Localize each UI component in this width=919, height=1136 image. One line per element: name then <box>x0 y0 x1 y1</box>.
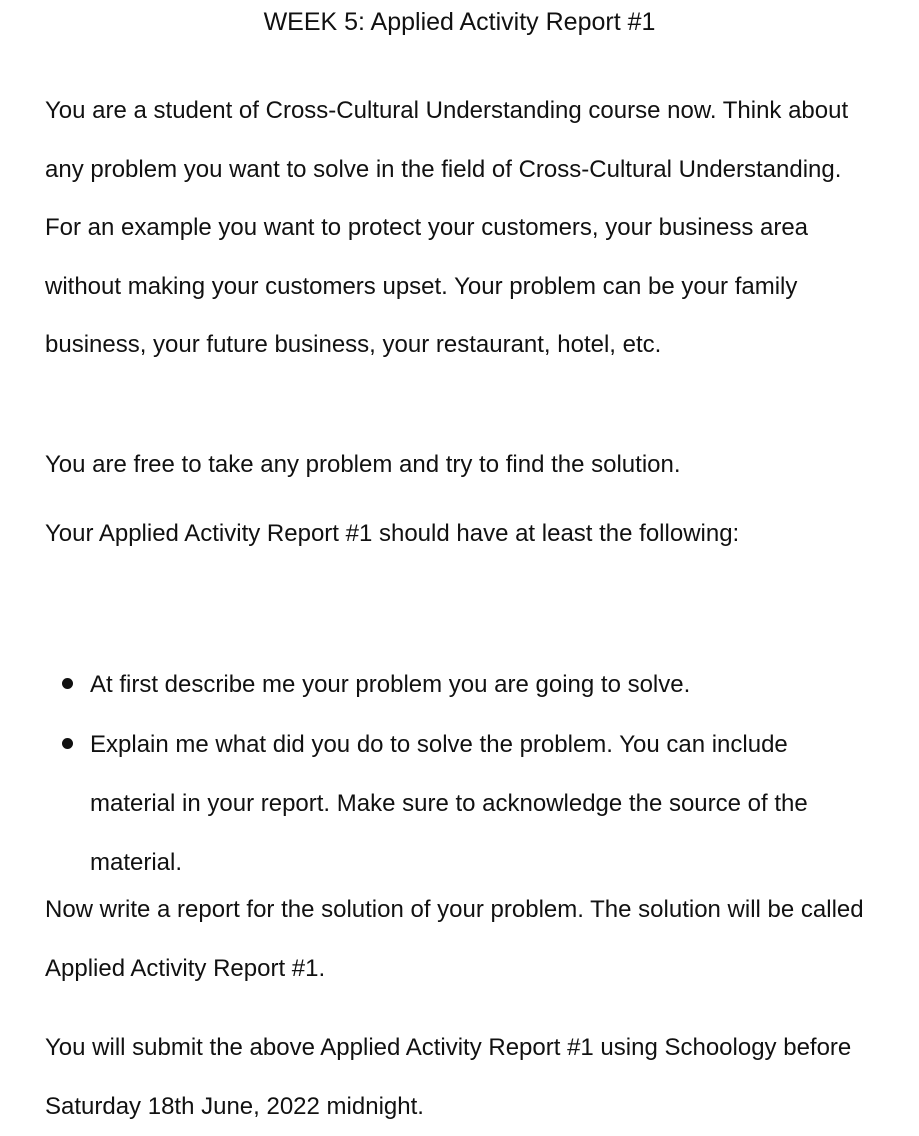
bullet-icon <box>62 738 73 749</box>
list-item <box>62 655 862 714</box>
list-item-text: Explain me what did you do to solve the problem. You can include material in your report. Make sure to acknowledge the source of the material. <box>90 731 808 876</box>
list-item <box>62 715 862 892</box>
document-title: WEEK 5: Applied Activity Report #1 <box>263 8 656 36</box>
submission-paragraph: You will submit the above Applied Activity Report #1 using Schoology before Saturday 18th June, 2022 midnight. <box>45 1034 852 1120</box>
bullet-icon <box>62 678 73 689</box>
intro-paragraph: You are a student of Cross-Cultural Understanding course now. Think about any problem you want to solve in the field of Cross-Cultural Understanding. For an example you want to protect your customers, your business area without making your customers upset. Your problem can be your family business, your future business, your restaurant, hotel, etc. <box>45 97 849 358</box>
list-item-text: At first describe me your problem you are going to solve. <box>90 671 691 698</box>
write-report-paragraph: Now write a report for the solution of your problem. The solution will be called Applied Activity Report #1. <box>45 896 864 982</box>
requirements-lead-paragraph: Your Applied Activity Report #1 should have at least the following: <box>45 520 740 547</box>
free-choice-paragraph: You are free to take any problem and try to find the solution. <box>45 451 681 478</box>
requirements-list <box>62 655 862 892</box>
